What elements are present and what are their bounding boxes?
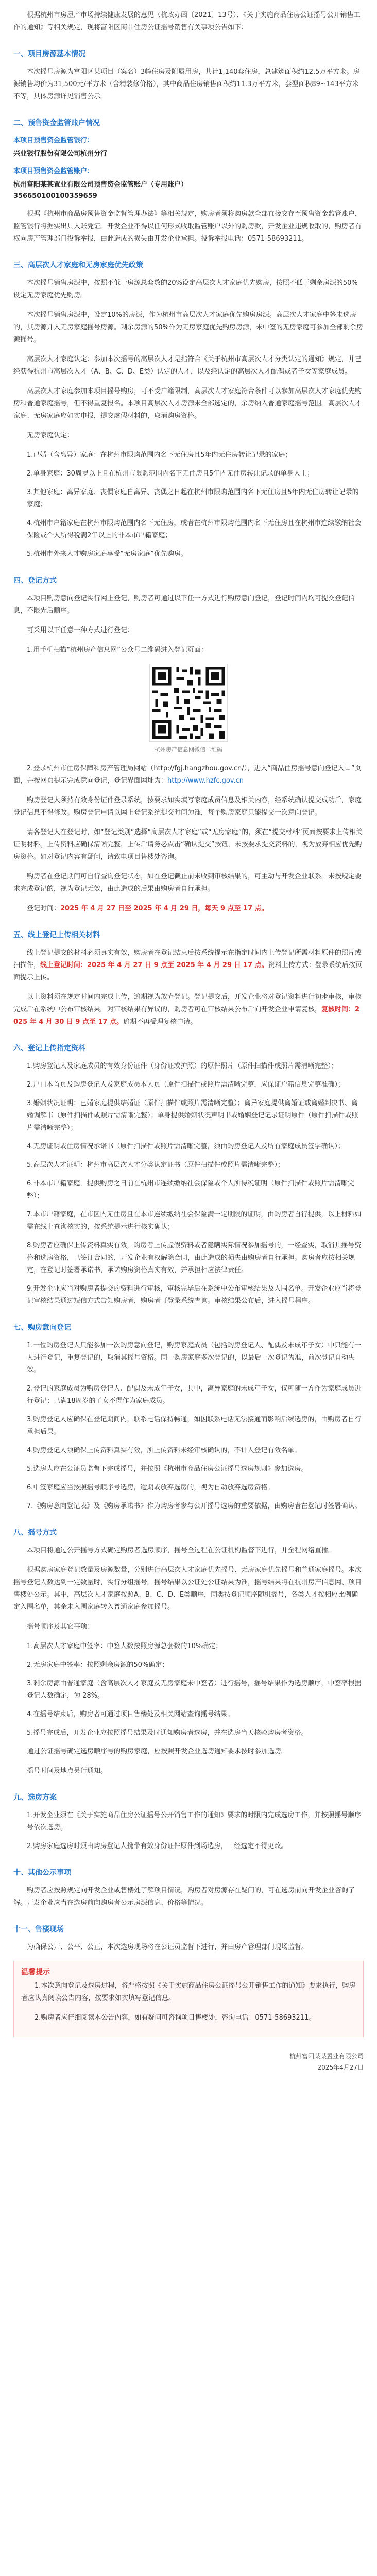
section-5-p2 [13,991,364,1028]
list-item: 3.婚姻状况证明：已婚家庭提供结婚证（原件扫描件或照片需清晰完整）；离异家庭提供离婚证或离婚判决书、离婚调解书（原件扫描件或照片需清晰完整）；单身提供婚姻状况声明书或婚姻登记记录证明原件（原件扫描件或照片需清晰完整）； [27,1099,358,1132]
section-5-p2-tail: 逾期不再受理复核申请。 [123,1018,197,1026]
escrow-bank-block [13,135,364,160]
section-3-p1: 本次摇号销售房源中，按照不低于房源总套数的20%设定高层次人才家庭优先购房，按照不低于剩余房源的50%设定无房家庭优先购房。 [13,279,358,299]
section-4-heading: 四、登记方式 [13,577,57,585]
list-item: 1.高层次人才家庭中签率：中签人数按照房源总套数的10%确定； [27,1642,222,1650]
registration-time-value: 2025 年 4 月 27 日至 2025 年 4 月 29 日，每天 9 点至 17 点。 [60,905,268,912]
qr-code-icon[interactable] [149,664,228,742]
reminder-p2: 2.购房者应仔细阅读本公告内容，如有疑问可咨询项目售楼处，咨询电话：0571-58693211。 [35,2014,316,2022]
list-item: 6.中签家庭应当按照摇号顺序号选房，逾期或放弃选房的，视为自动放弃选房资格。 [27,1484,275,1492]
upload-time: 线上登记时间：2025 年 4 月 27 日 9 点至 2025 年 4 月 29 日 17 点。 [40,961,268,969]
list-item: 3.剩余房源由普通家庭（含高层次人才家庭及无房家庭未中签者）进行摇号，摇号结果作为选房顺序，中签率根据登记人数确定，为 28%。 [27,1680,362,1700]
reminder-title: 温馨提示 [21,1968,50,1976]
section-1-heading: 一、项目房源基本情况 [13,50,85,58]
section-5-p1-tail: 资料上传方式：登录系统后按页面提示上传。 [13,961,362,981]
section-3-p3: 高层次人才家庭认定：参加本次摇号的高层次人才是指符合《关于杭州市高层次人才分类认定的通知》规定，并已经获得杭州市高层次人才（A、B、C、D、E类）认定的人才，以及经认定的高层次人才配偶或者子女等家庭成员。 [13,355,362,376]
section-2-body: 根据《杭州市商品房预售资金监督管理办法》等相关规定，购房者须将购房款全部直接交存至预售资金监管账户，监管银行将据实出具入账凭证。开发企业不得以任何形式收取监管账户以外的购房款，开发企业违规收取的，购房者有权向房产管理部门投诉举报，由此造成的损失由开发企业承担。投诉举报电话：0571-58693211。 [13,210,362,243]
list-item: 5.杭州市外来人才购房家庭享受“无房家庭”优先购房。 [27,550,187,558]
section-5-heading: 五、线上登记上传相关材料 [13,931,100,939]
signature-block [13,2050,364,2073]
section-11-heading: 十一、售楼现场 [13,1925,64,1934]
method-2 [13,762,364,787]
section-5-p2-text: 以上资料须在规定时间内完成上传，逾期视为放弃登记。登记提交后，开发企业将对登记资料进行初步审核，审核完成后在系统中公布审核结果。对审核结果有异议的，购房者可在审核结果公布后向开发企业申请复核， [13,993,362,1013]
issue-date: 2025年4月27日 [317,2064,364,2071]
method-1: 1.用手机扫描“杭州房产信息网”公众号二维码进入登记页面： [27,646,208,654]
section-8-p4: 通过公证摇号确定选房顺序号的购房家庭，应按照开发企业选房通知要求按时参加选房。 [27,1748,288,1755]
escrow-account-number: 356650100100359659 [13,192,97,200]
list-item: 4.购房登记人须确保上传资料真实有效，所上传资料未经审核确认的，不计入登记有效名单。 [27,1447,301,1454]
escrow-bank-name: 兴业银行股份有限公司杭州分行 [13,150,108,158]
reminder-p1: 1.本次意向登记及选房过程，将严格按照《关于实施商品住房公证摇号公开销售工作的通知》要求执行，购房者应认真阅读公告内容，按要求如实填写登记信息。 [21,1982,356,2002]
list-item: 9.开发企业应当对购房者提交的资料进行审核，审核完毕后在系统中公布审核结果及入围名单。开发企业应当将登记审核结果通过短信方式告知购房者，购房者可登录系统查询。审核结果公布后，进入摇号程序。 [27,1285,362,1305]
list-item: 5.高层次人才证明：杭州市高层次人才分类认定证书（原件扫描件或照片需清晰完整）； [27,1161,284,1169]
section-11-p1: 为确保公开、公平、公正，本次选房现场将在公证员监督下进行，并由房产管理部门现场监督。 [27,1943,309,1951]
list-item: 3.其他家庭：离异家庭、丧偶家庭自离异、丧偶之日起在杭州市限购范围内名下无住房且5年内无住房转让记录的家庭； [27,488,359,509]
section-4-p5: 购房者在登记期间可自行查询登记状态，如在登记截止前未收到审核结果的，可主动与开发企业联系。未按规定要求完成登记的，视为登记无效，由此造成的后果由购房者自行承担。 [13,873,362,893]
list-item: 1.一位购房登记人只能参加一次购房意向登记，购房家庭成员（包括购房登记人、配偶及未成年子女）中只能有一人进行登记，重复登记的，取消其摇号资格。同一购房家庭多次登记的，以最后一次登记为准，前次登记自动失效。 [27,1342,362,1374]
section-8-p3: 摇号顺序及其它事项： [27,1623,94,1631]
section-8-p5: 摇号时间及地点另行通知。 [27,1767,108,1775]
list-item: 7.《购房意向登记表》及《购房承诺书》作为购房者参与公开摇号选房的重要依据，由购房者在登记时签署确认。 [27,1502,362,1510]
section-7-heading: 七、购房意向登记 [13,1324,71,1332]
section-8-p2: 根据购房家庭登记数量及房源数量，分别进行高层次人才家庭优先摇号、无房家庭优先摇号和普通家庭摇号。本次摇号登记人数达到一定数量时，实行分组摇号。摇号结果以公证处公证结果为准，摇号结果将在杭州房产信息网、项目售楼处公示。其中，高层次人才家庭按照A、B、C、D、E类顺序，同类按登记顺序随机摇号，各类人才按相应比例确定入围名单，其余未入围家庭转入普通家庭参加摇号。 [13,1566,362,1611]
list-item: 5.选房人应在公证员监督下完成摇号，并按照《杭州市商品住房公证摇号选房规则》参加选房。 [27,1465,308,1473]
registration-time [13,903,364,915]
section-10-heading: 十、其他公示事项 [13,1869,71,1877]
section-3-p5: 无房家庭认定： [27,432,74,439]
section-4-p1: 本项目购房意向登记实行网上登记，购房者可通过以下任一方式进行购房意向登记，登记时间内均可提交登记信息，不限先后顺序。 [13,595,355,615]
list-item: 6.非本市户籍家庭，提供购房之日前在杭州市连续缴纳社会保险或个人所得税证明（原件扫描件或照片需清晰完整）； [27,1180,355,1200]
section-6-heading: 六、登记上传指定资料 [13,1044,85,1053]
escrow-account-name: 杭州富阳某某置业有限公司预售资金监管账户（专用账户） [13,181,188,189]
qr-caption: 杭州房产信息网微信二维码 [155,746,222,753]
escrow-account-block [13,166,364,202]
section-8-heading: 八、摇号方式 [13,1529,57,1537]
section-3-p2: 本次摇号销售房源中，设定10%的房源，作为杭州市高层次人才家庭优先购房房源。高层次人才家庭中签未选房的，其房源并入无房家庭摇号房源。剩余房源的50%作为无房家庭优先购房房源，未中签的无房家庭可参加全部剩余房源摇号。 [13,311,363,344]
list-item: 2.户口本首页及购房登记人及家庭成员本人页（原件扫描件或照片需清晰完整，应保证户籍信息完整准确）； [27,1081,345,1089]
section-5-p1-text: 线上登记提交的材料必须真实有效，购房者在登记结束后按系统提示在指定时间内上传登记所需材料原件的照片或扫描件， [13,949,362,969]
escrow-account-label: 本项目预售资金监管账户： [13,167,94,175]
section-4-p4: 请各登记人在登记时，如“登记类别”选择“高层次人才家庭”或“无房家庭”的，须在“提交材料”页面按要求上传相关证明材料。上传资料应确保清晰完整，上传后请务必点击“确认提交”按钮，未按要求提交资料的，视为放弃相应优先购房资格。如对登记内容有疑问，请致电项目售楼处咨询。 [13,828,363,861]
section-2-heading: 二、预售资金监管账户情况 [13,119,100,127]
method-2-text: 2.登录杭州市住房保障和房产管理局网站（http://fgj.hangzhou.gov.cn/），进入“商品住房摇号意向登记入口”页面，并按网页提示完成意向登记，登记界面网址为： [13,765,362,785]
list-item: 4.杭州市户籍家庭在杭州市限购范围内名下无住房，或者在杭州市限购范围内名下无住房且在杭州市连续缴纳社会保险或个人所得税满2年以上的非本市户籍家庭； [27,519,362,539]
section-10-p1: 购房者应按照规定向开发企业或售楼处了解项目情况，购房者对房源存在疑问的，可在选房前向开发企业咨询了解。开发企业应当在选房前向购房者公示房源信息、价格等情况。 [13,1887,355,1907]
qr-block [13,664,364,753]
section-8-p1: 本项目将通过公开摇号方式确定购房者选房顺序，摇号全过程在公证机构监督下进行，并全程网络直播。 [27,1547,335,1554]
section-5-p1 [13,947,364,984]
list-item: 2.登记的家庭成员为购房登记人、配偶及未成年子女，其中，离异家庭的未成年子女，仅可随一方作为家庭成员进行登记；已满18周岁的子女不得作为家庭成员。 [27,1385,362,1405]
list-item: 2.购房家庭选房时须由购房登记人携带有效身份证件原件到场选房，一经选定不得更改。 [27,1842,288,1850]
section-9-heading: 九、选房方案 [13,1793,57,1802]
review-time: 复核时间：2025 年 4 月 30 日 9 点至 17 点。 [13,1006,360,1026]
list-item: 1.已婚（含离异）家庭：在杭州市限购范围内名下无住房且5年内无住房转让记录的家庭； [27,451,292,459]
intro-paragraph: 根据杭州市房屋产市场持续健康发展的意见（杭政办函〔2021〕13号）、《关于实施商品住房公证摇号公开销售工作的通知》等相关规定，现将富阳区商品住房公证摇号销售有关事项公告如下： [13,11,361,31]
list-item: 7.本市户籍家庭，在市区内无住房且在本市连续缴纳社会保险满一定期限的证明，由购房者自行提供，以上材料如需在线上查询核实的，按系统提示进行核实确认； [27,1211,362,1231]
registration-time-label: 登记时间： [27,905,61,912]
list-item: 2.无房家庭中签率：按照剩余房源的50%确定； [27,1661,169,1669]
list-item: 5.摇号完成后，开发企业应按照摇号结果及时通知购房者选房，并在选房当天核验购房者资格。 [27,1729,308,1737]
list-item: 3.购房登记人应确保在登记期间内，联系电话保持畅通，如因联系电话无法接通而影响后续选房的，由购房者自行承担后果。 [27,1416,362,1436]
escrow-bank-label: 本项目预售资金监管银行： [13,137,94,144]
section-3-p4: 高层次人才家庭参加本项目摇号购房，可不受户籍限制，高层次人才家庭符合条件可以参加高层次人才家庭优先购房和普通家庭摇号，但不得重复报名。本项目高层次人才房源未全部选定的，余房纳入普通家庭摇号范围。高层次人才家庭、无房家庭应如实申报，提交虚假材料的，取消购房资格。 [13,387,362,420]
section-4-p2: 可采用以下任意一种方式进行登记： [27,626,134,634]
list-item: 1.购房登记人及家庭成员的有效身份证件（身份证或护照）的原件照片（原件扫描件或照片需清晰完整）； [27,1062,338,1070]
list-item: 1.开发企业须在《关于实施商品住房公证摇号公开销售工作的通知》要求的时限内完成选房工作，并按照摇号顺序号依次选房。 [27,1811,362,1832]
reminder-box [13,1961,364,2037]
list-item: 4.在摇号结束后，购房者可通过项目售楼处及相关网站查询摇号结果。 [27,1710,234,1718]
list-item: 2.单身家庭：30周岁以上且在杭州市限购范围内名下无住房且5年内无住房转让记录的单身人士； [27,470,314,478]
list-item: 4.无房证明或住房情况承诺书（原件扫描件或照片需清晰完整，须由购房登记人及所有家庭成员签字确认）； [27,1143,345,1150]
section-1-body: 本次摇号房源为富阳区某项目（案名）3幢住房及附属用房，共计1,140套住房，总建筑面积约12.5万平方米。房源销售均价为31,500元/平方米（含精装修价格），其中商品住房销售面积约11.3万平方米，套型面积89~143平方米不等，具体房源详见销售公示。 [13,68,360,100]
registration-link[interactable]: http://www.hzfc.gov.cn [167,777,244,785]
section-4-p3: 购房登记人须持有效身份证件登录系统，按要求如实填写家庭成员信息及相关内容，经系统确认提交成功后，家庭登记信息不得修改。购房登记申请以网上登记系统提交时间为准，每个购房家庭只能提交一次意向登记。 [13,796,362,817]
section-3-heading: 三、高层次人才家庭和无房家庭优先政策 [13,261,143,269]
list-item: 8.购房者应确保上传资料真实有效，购房者上传虚假资料或者隐瞒实际情况参加摇号的，一经查实，取消其摇号资格和选房资格，已签订合同的，开发企业有权解除合同，由此造成的损失由购房者自行承担。购房者应按相关规定，在登记时签署承诺书，承诺购房资格真实有效，并承担相应法律责任。 [27,1242,362,1274]
issuer-name: 杭州富阳某某置业有限公司 [289,2053,364,2060]
